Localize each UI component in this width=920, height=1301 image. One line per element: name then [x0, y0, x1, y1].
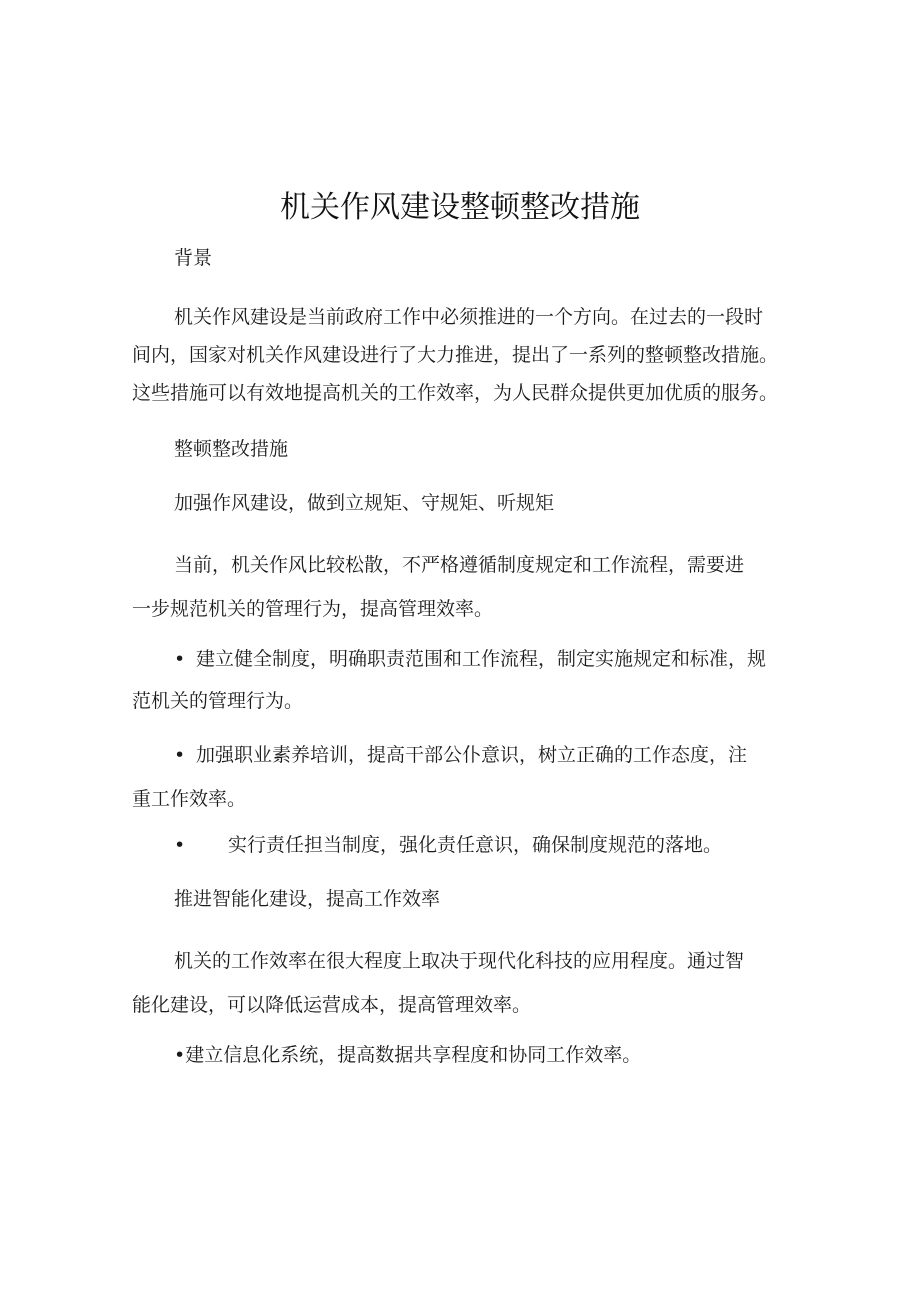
- bullet-text: 范机关的管理行为。: [132, 690, 304, 712]
- paragraph-line: 一步规范机关的管理行为，提高管理效率。: [132, 598, 494, 620]
- bullet-marker: •: [174, 1044, 186, 1066]
- paragraph-line: 当前，机关作风比较松散，不严格遵循制度规定和工作流程，需要进: [174, 554, 745, 576]
- bullet-item: [174, 1041, 641, 1069]
- page-title: 机关作风建设整顿整改措施: [280, 190, 640, 225]
- section1-paragraph: [132, 543, 744, 631]
- background-heading: 背景: [174, 247, 213, 269]
- bullet-text: 实行责任担当制度，强化责任意识，确保制度规范的落地。: [228, 834, 723, 856]
- bullet-item: [132, 733, 747, 821]
- measures-heading: 整顿整改措施: [174, 438, 289, 460]
- bullet-text: 建立信息化系统，提高数据共享程度和协同工作效率。: [185, 1044, 642, 1066]
- section2-paragraph: [132, 939, 744, 1027]
- paragraph-line: 间内，国家对机关作风建设进行了大力推进，提出了一系列的整顿整改措施。: [132, 344, 779, 366]
- bullet-item: [174, 831, 722, 859]
- paragraph-line: 能化建设，可以降低运营成本，提高管理效率。: [132, 994, 532, 1016]
- background-paragraph: [132, 298, 778, 412]
- bullet-item: [132, 638, 766, 722]
- bullet-marker: •: [174, 834, 186, 856]
- bullet-text: 重工作效率。: [132, 788, 247, 810]
- bullet-text: 加强职业素养培训，提高干部公仆意识，树立正确的工作态度，注: [196, 744, 748, 766]
- bullet-marker: •: [174, 648, 186, 670]
- bullet-text: 建立健全制度，明确职责范围和工作流程，制定实施规定和标准，规: [196, 648, 767, 670]
- section1-heading: 加强作风建设，做到立规矩、守规矩、听规矩: [174, 492, 555, 514]
- paragraph-line: 机关作风建设是当前政府工作中必须推进的一个方向。在过去的一段时: [174, 306, 764, 328]
- bullet-marker: •: [174, 744, 186, 766]
- paragraph-line: 这些措施可以有效地提高机关的工作效率，为人民群众提供更加优质的服务。: [132, 382, 779, 404]
- section2-heading: 推进智能化建设，提高工作效率: [174, 888, 441, 910]
- paragraph-line: 机关的工作效率在很大程度上取决于现代化科技的应用程度。通过智: [174, 950, 745, 972]
